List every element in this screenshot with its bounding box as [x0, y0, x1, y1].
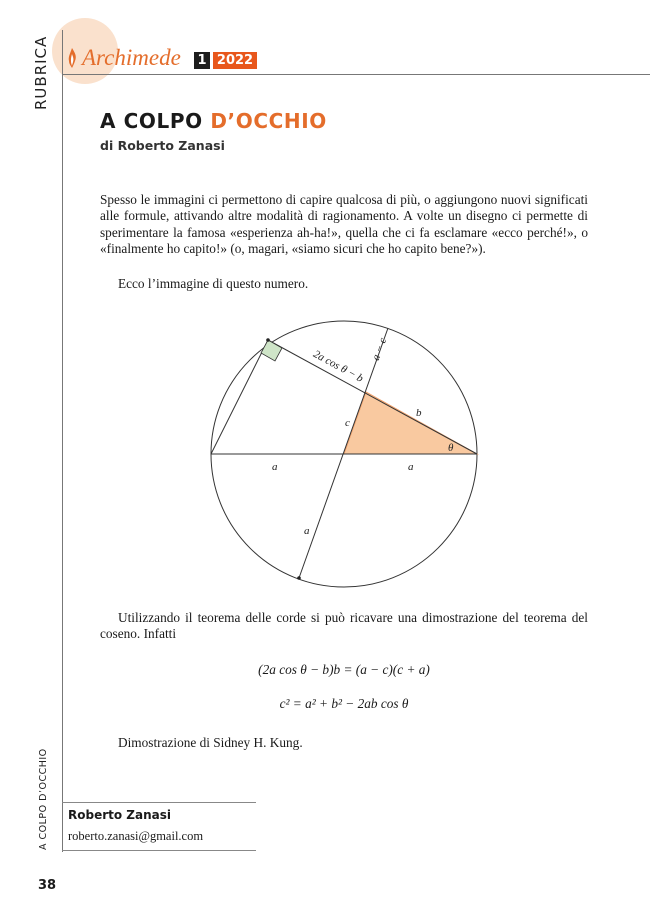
- label-a-bottom: a: [304, 525, 310, 537]
- equation-cosine: c² = a² + b² − 2ab cos θ: [279, 696, 409, 711]
- author-name: Roberto Zanasi: [68, 808, 171, 822]
- equation-chords: (2a cos θ − b)b = (a − c)(c + a): [258, 662, 430, 677]
- label-a-left: a: [272, 461, 278, 473]
- issue-number-badge: 1: [194, 52, 210, 69]
- left-chord: [211, 340, 268, 454]
- author-email: roberto.zanasi@gmail.com: [68, 829, 204, 843]
- label-chord-top: 2a cos θ − b: [311, 348, 366, 385]
- credit-line: Dimostrazione di Sidney H. Kung.: [118, 735, 303, 750]
- point-top-left: [266, 338, 270, 342]
- intro-paragraph: Spesso le immagini ci permettono di capire qualcosa di più, o aggiungono nuovi significati alle formule, attivando altre modalità di ragionamento. A volte un disegno ci permette di sperimentare la famosa «esperienza ah-ha!», quella che ci fa esclamare «ecco perché!», o «finalmente ho capito!» (o, magari, «siamo sicuri che ho capito bene?»).: [100, 192, 588, 257]
- vertical-rule: [62, 30, 63, 852]
- side-section-label: A COLPO D’OCCHIO: [38, 748, 49, 850]
- title-part-1: A COLPO: [100, 109, 203, 133]
- page-number: 38: [38, 878, 57, 893]
- title-part-2: D’OCCHIO: [210, 109, 327, 133]
- after-paragraph: Utilizzando il teorema delle corde si può ricavare una dimostrazione del teorema del coseno. Infatti: [100, 610, 588, 642]
- section-label: RUBRICA: [32, 35, 50, 110]
- label-theta: θ: [448, 442, 454, 454]
- chord-diagram: [180, 298, 510, 598]
- author-rule-bottom: [62, 850, 256, 851]
- magazine-name: Archimede: [82, 45, 181, 70]
- byline: di Roberto Zanasi: [100, 138, 225, 153]
- label-b: b: [416, 407, 422, 419]
- image-intro: Ecco l’immagine di questo numero.: [118, 276, 309, 291]
- header-rule: [62, 74, 650, 75]
- flame-logo-icon: [66, 47, 78, 69]
- article-title: [100, 109, 327, 133]
- issue-year-badge: 2022: [213, 52, 257, 69]
- label-c: c: [345, 417, 350, 429]
- label-a-right: a: [408, 461, 414, 473]
- author-rule-top: [62, 802, 256, 803]
- shaded-triangle: [344, 392, 477, 454]
- point-bottom: [297, 576, 301, 580]
- label-a-minus-c: a − c: [369, 336, 390, 363]
- right-angle-marker: [261, 340, 282, 361]
